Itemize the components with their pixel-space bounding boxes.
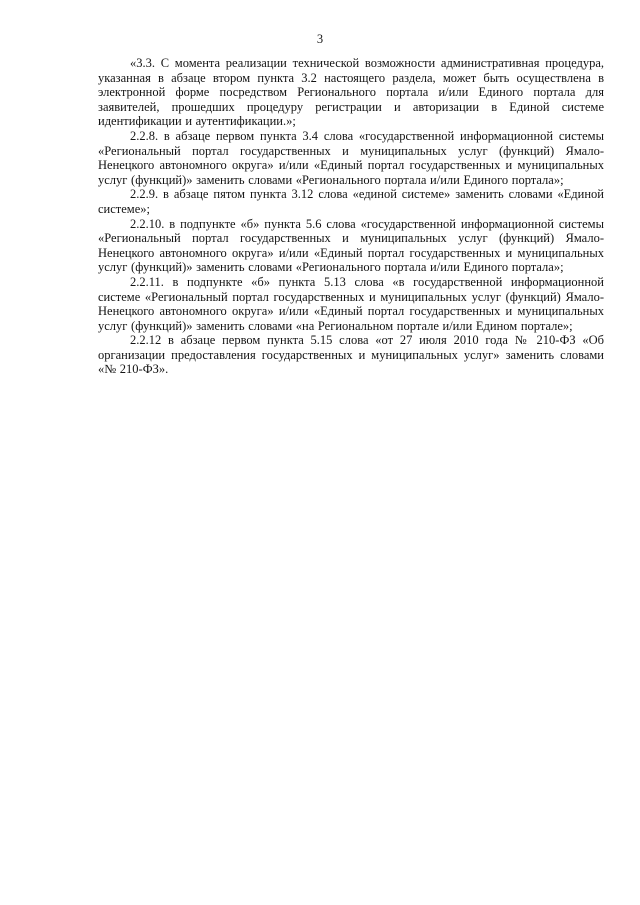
paragraph-2-2-10: 2.2.10. в подпункте «б» пункта 5.6 слова «государственной информационной системы «Региональный портал государственных и муниципальных услуг (функций) Ямало-Ненецкого автономного округа» и/или «Единый портал государственных и муниципальных услуг (функций)» заменить словами «Регионального портала и/или Единого портала»; <box>98 216 604 275</box>
document-body <box>98 56 604 377</box>
paragraph-3-3: «3.3. С момента реализации технической возможности административная процедура, указанная в абзаце втором пункта 3.2 настоящего раздела, может быть осуществлена в электронной форме посредством Регионального портала и/или Единого портала для заявителей, прошедших процедуру регистрации и авторизации в Единой системе идентификации и аутентификации.»; <box>98 56 604 129</box>
page-number: 3 <box>316 32 324 46</box>
paragraph-2-2-11: 2.2.11. в подпункте «б» пункта 5.13 слова «в государственной информационной системе «Региональный портал государственных и муниципальных услуг (функций) Ямало-Ненецкого автономного округа» и/или «Единый портал государственных и муниципальных услуг (функций)» заменить словами «на Региональном портале и/или Едином портале»; <box>98 274 604 333</box>
paragraph-2-2-12: 2.2.12 в абзаце первом пункта 5.15 слова «от 27 июля 2010 года № 210-ФЗ «Об организации предоставления государственных и муниципальных услуг» заменить словами «№ 210-ФЗ». <box>98 333 604 377</box>
paragraph-2-2-9: 2.2.9. в абзаце пятом пункта 3.12 слова «единой системе» заменить словами «Единой системе»; <box>98 187 604 216</box>
paragraph-2-2-8: 2.2.8. в абзаце первом пункта 3.4 слова «государственной информационной системы «Региональный портал государственных и муниципальных услуг (функций) Ямало-Ненецкого автономного округа» и/или «Единый портал государственных и муниципальных услуг (функций)» заменить словами «Регионального портала и/или Единого портала»; <box>98 128 604 187</box>
